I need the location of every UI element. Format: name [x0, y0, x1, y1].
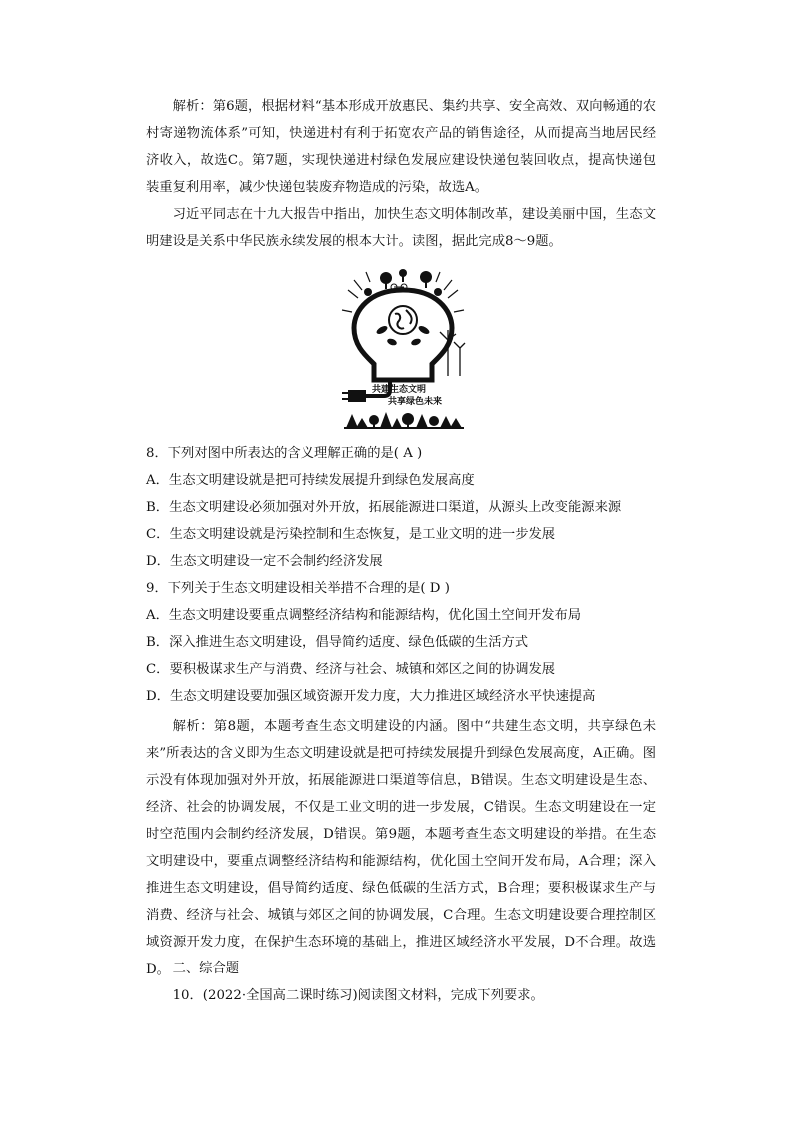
question-9-option-a: A．生态文明建设要重点调整经济结构和能源结构，优化国土空间开发布局	[146, 608, 582, 623]
section-title: 二、综合题	[172, 961, 240, 976]
analysis-paragraph-2: 解析：第8题，本题考查生态文明建设的内涵。图中“共建生态文明，共享绿色未来”所表达的含义即为生态文明建设就是把可持续发展提升到绿色发展高度，A正确。图示没有体现加强对外开放，拓展能源进口渠道等信息，B错误。生态文明建设是生态、经济、社会的协调发展，不仅是工业文明的进一步发展，C错误。生态文明建设在一定时空范围内会制约经济发展，D错误。第9题，本题考查生态文明建设的举措。在生态文明建设中，要重点调整经济结构和能源结构，优化国土空间开发布局，A合理；深入推进生态文明建设，倡导简约适度、绿色低碳的生活方式，B合理；要积极谋求生产与消费、经济与社会、城镇与郊区之间的协调发展，C合理。生态文明建设要合理控制区域资源开发力度，在保护生态环境的基础上，推进区域经济水平发展，D不合理。故选D。	[146, 719, 656, 977]
analysis-paragraph: 解析：第6题，根据材料“基本形成开放惠民、集约共享、安全高效、双向畅通的农村寄递物流体系”可知，快递进村有利于拓宽农产品的销售途径，从而提高当地居民经济收入，故选C。第7题，实现快递进村绿色发展应建设快递包装回收点，提高快递包装重复利用率，减少快递包装废弃物造成的污染，故选A。	[146, 99, 656, 195]
figure-caption-line1: 共建生态文明	[372, 385, 427, 395]
question-8-option-d: D．生态文明建设一定不会制约经济发展	[146, 554, 383, 569]
question-8-option-c: C．生态文明建设就是污染控制和生态恢复，是工业文明的进一步发展	[146, 527, 556, 542]
analysis-q8-q9	[146, 713, 656, 983]
comprehensive-section	[146, 955, 656, 1009]
question-9-option-b: B．深入推进生态文明建设，倡导简约适度、绿色低碳的生活方式	[146, 635, 529, 650]
question-9-option-c: C．要积极谋求生产与消费、经济与社会、城镇和郊区之间的协调发展	[146, 662, 556, 677]
analysis-q6-q7	[146, 93, 656, 201]
intro-paragraph: 习近平同志在十九大报告中指出，加快生态文明体制改革，建设美丽中国，生态文明建设是关系中华民族永续发展的根本大计。读图，据此完成8～9题。	[146, 207, 656, 249]
eco-civilization-figure	[340, 268, 466, 430]
intro-paragraph-block	[146, 201, 656, 255]
question-8-option-b: B．生态文明建设必须加强对外开放，拓展能源进口渠道，从源头上改变能源来源	[146, 500, 622, 515]
question-8-stem: 8．下列对图中所表达的含义理解正确的是( A )	[146, 446, 423, 461]
question-10-stem: 10．(2022·全国高二课时练习)阅读图文材料，完成下列要求。	[172, 988, 544, 1003]
plug-icon	[348, 390, 366, 402]
lightbulb-illustration	[340, 268, 466, 430]
tree-row-icon	[344, 412, 464, 429]
figure-caption-line2: 共享绿色未来	[388, 397, 443, 407]
globe-icon	[389, 306, 417, 334]
questions-block	[146, 440, 656, 710]
question-9-option-d: D．生态文明建设要加强区域资源开发力度，大力推进区域经济水平快速提高	[146, 689, 596, 704]
question-9-stem: 9．下列关于生态文明建设相关举措不合理的是( D )	[146, 581, 450, 596]
question-8-option-a: A．生态文明建设就是把可持续发展提升到绿色发展高度	[146, 473, 475, 488]
